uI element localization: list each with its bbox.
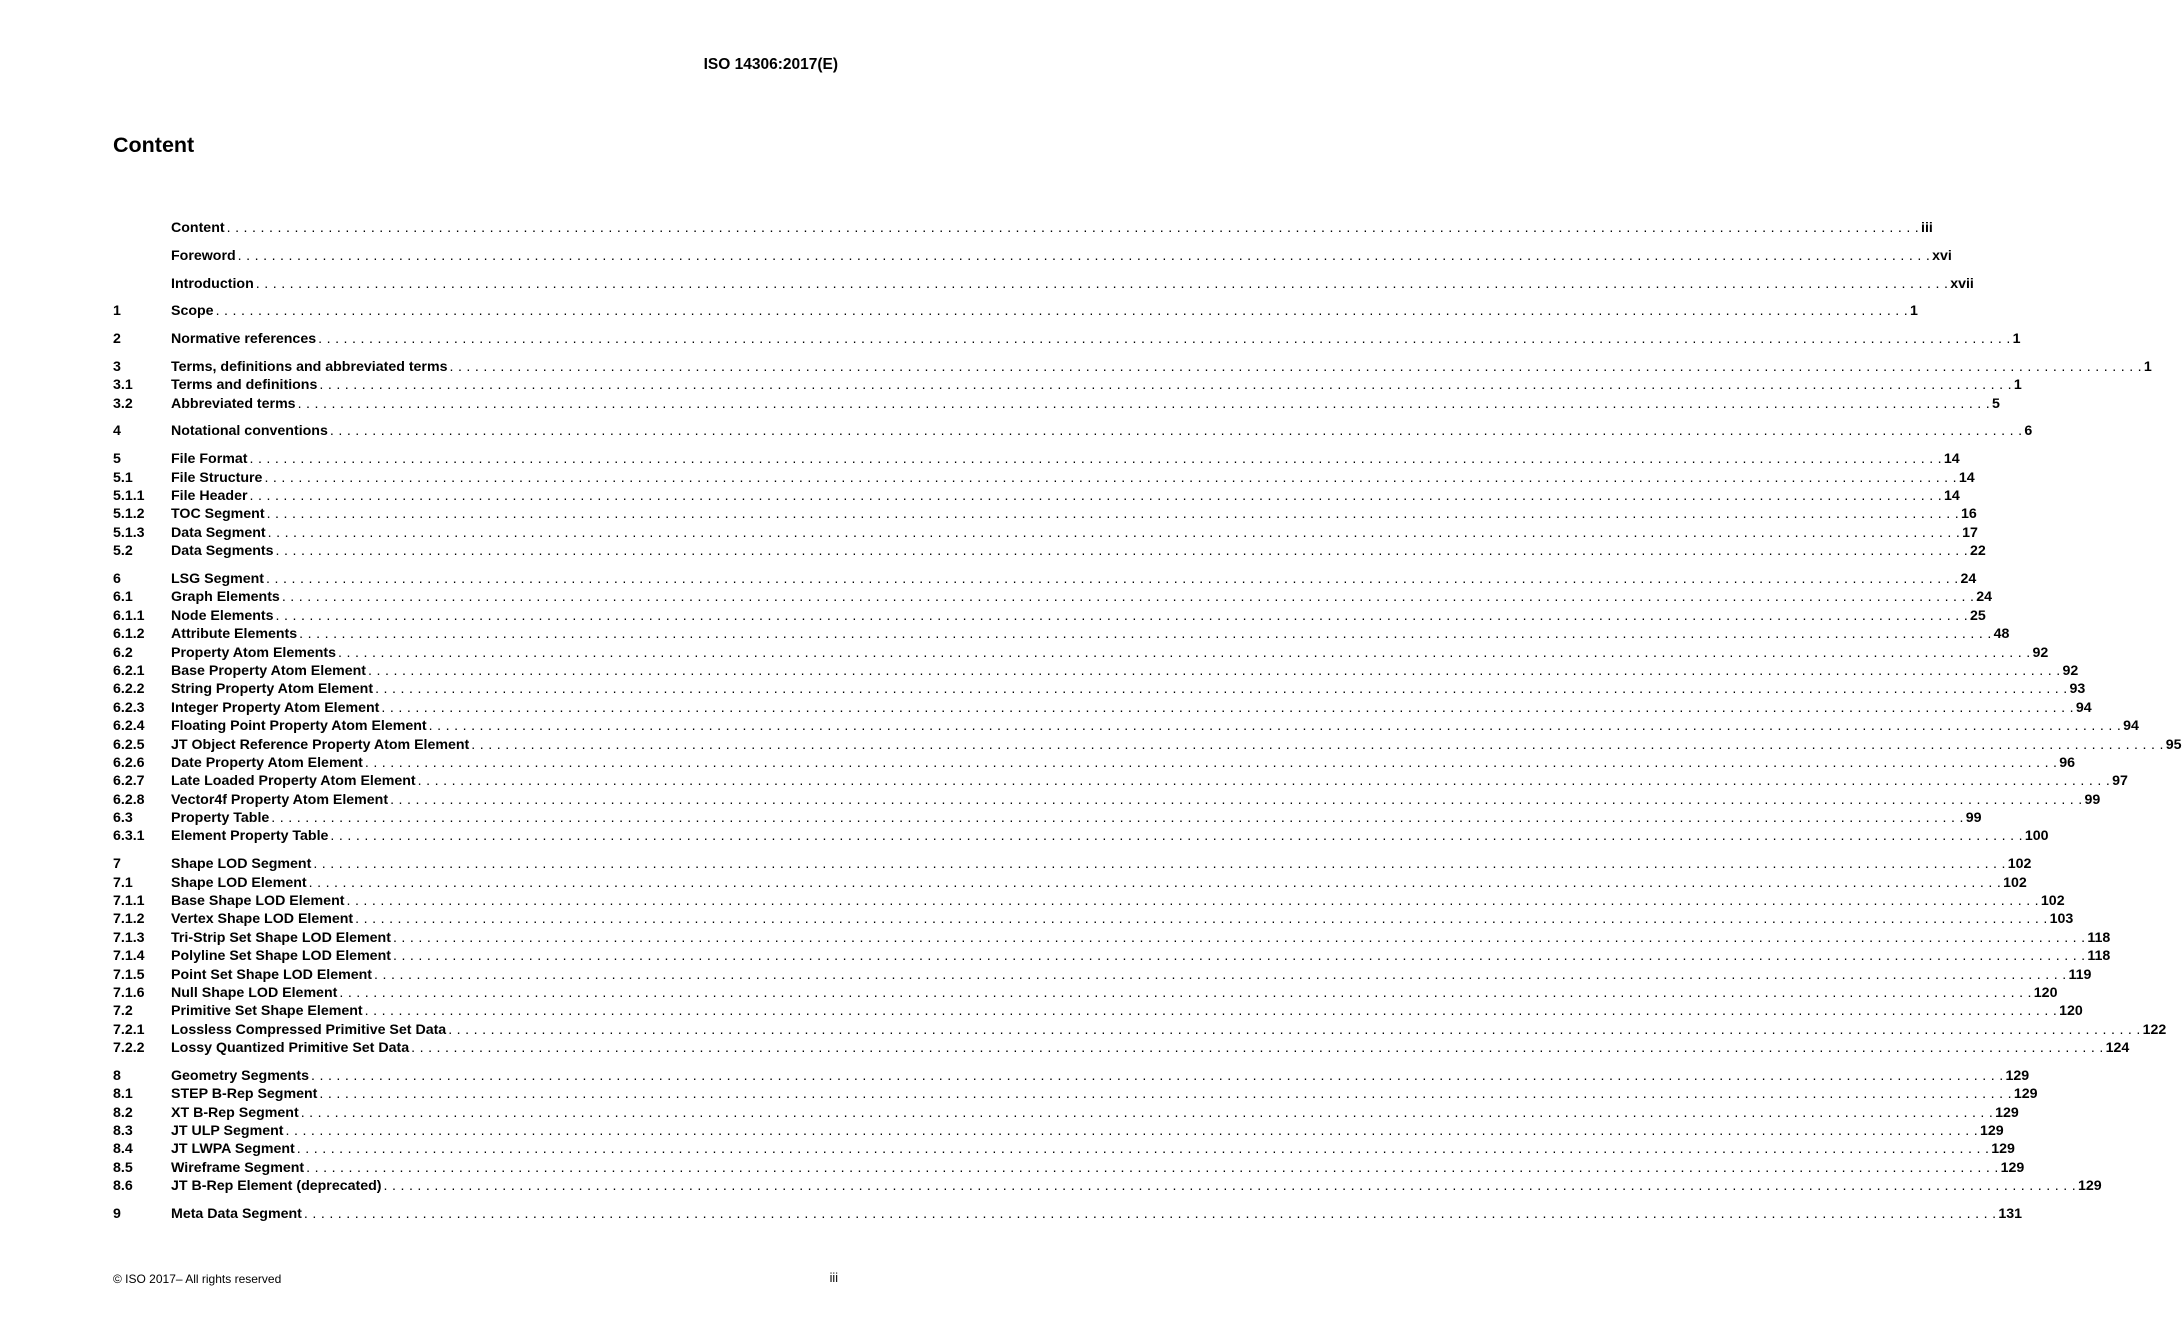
toc-dot-leader: . . . . . . . . . . . . . . . . . . . . . . . . . . . . . . . . . . . . . . . . . . . . . . . . . . . . . . . . . . . . . . . . . . . . . . . . . . . . . . . . . . . . . . . . . . . . . . . . . . . . . . . . . . . . . . . . . . . . . . . . . . . . . . . . . . . . . . . . . . . . . . . . . . . . . . . . . . . . . . . . . . . . . . . . . . . . . . . . . . . . . . . . . . . . . . . . . . . . . . . . — [249, 451, 1942, 468]
toc-entry-title: LSG Segment — [171, 570, 265, 587]
toc-entry-title: Lossy Quantized Primitive Set Data — [171, 1040, 410, 1057]
toc-entry-title: Shape LOD Element — [171, 874, 307, 891]
toc-dot-leader: . . . . . . . . . . . . . . . . . . . . . . . . . . . . . . . . . . . . . . . . . . . . . . . . . . . . . . . . . . . . . . . . . . . . . . . . . . . . . . . . . . . . . . . . . . . . . . . . . . . . . . . . . . . . . . . . . . . . . . . . . . . . . . . . . . . . . . . . . . . . . . . . . . . . . . . . . . . . . . . . . . . . . . . . . . . . . . . . . . . . . . . . . . . . . . . . . . . . . . . . — [237, 247, 1931, 264]
toc-entry[interactable] — [113, 1003, 2083, 1021]
toc-entry[interactable] — [113, 810, 1982, 828]
toc-entry[interactable] — [113, 423, 2033, 441]
toc-entry-title: Primitive Set Shape Element — [171, 1003, 363, 1020]
toc-dot-leader: . . . . . . . . . . . . . . . . . . . . . . . . . . . . . . . . . . . . . . . . . . . . . . . . . . . . . . . . . . . . . . . . . . . . . . . . . . . . . . . . . . . . . . . . . . . . . . . . . . . . . . . . . . . . . . . . . . . . . . . . . . . . . . . . . . . . . . . . . . . . . . . . . . . . . . . . . . . . . . . . . . . . . . . . . . . . . . . . . . . . . . . . . . . . . . . . . . . . . . . . — [411, 1040, 2104, 1057]
toc-entry-title: File Header — [171, 488, 248, 505]
toc-dot-leader: . . . . . . . . . . . . . . . . . . . . . . . . . . . . . . . . . . . . . . . . . . . . . . . . . . . . . . . . . . . . . . . . . . . . . . . . . . . . . . . . . . . . . . . . . . . . . . . . . . . . . . . . . . . . . . . . . . . . . . . . . . . . . . . . . . . . . . . . . . . . . . . . . . . . . . . . . . . . . . . . . . . . . . . . . . . . . . . . . . . . . . . . . . . . . . . . . . . . . . . . — [330, 828, 2023, 845]
toc-entry[interactable] — [113, 570, 1977, 589]
toc-dot-leader: . . . . . . . . . . . . . . . . . . . . . . . . . . . . . . . . . . . . . . . . . . . . . . . . . . . . . . . . . . . . . . . . . . . . . . . . . . . . . . . . . . . . . . . . . . . . . . . . . . . . . . . . . . . . . . . . . . . . . . . . . . . . . . . . . . . . . . . . . . . . . . . . . . . . . . . . . . . . . . . . . . . . . . . . . . . . . . . . . . . . . . . . . . . . . . . . . . . . . . . . — [374, 966, 2067, 983]
toc-dot-leader: . . . . . . . . . . . . . . . . . . . . . . . . . . . . . . . . . . . . . . . . . . . . . . . . . . . . . . . . . . . . . . . . . . . . . . . . . . . . . . . . . . . . . . . . . . . . . . . . . . . . . . . . . . . . . . . . . . . . . . . . . . . . . . . . . . . . . . . . . . . . . . . . . . . . . . . . . . . . . . . . . . . . . . . . . . . . . . . . . . . . . . . . . . . . . . . . . . . . . . . . — [346, 893, 2039, 910]
toc-entry-title: Terms, definitions and abbreviated terms — [171, 358, 448, 375]
toc-entry-page: 129 — [2000, 1159, 2025, 1176]
toc-entry-page: 99 — [1965, 810, 1982, 827]
toc-entry-number: 7.1.3 — [113, 929, 145, 946]
toc-entry-title: Base Property Atom Element — [171, 662, 367, 679]
toc-entry[interactable] — [113, 754, 2076, 773]
toc-entry-number: 7.1.6 — [113, 984, 145, 1001]
toc-dot-leader: . . . . . . . . . . . . . . . . . . . . . . . . . . . . . . . . . . . . . . . . . . . . . . . . . . . . . . . . . . . . . . . . . . . . . . . . . . . . . . . . . . . . . . . . . . . . . . . . . . . . . . . . . . . . . . . . . . . . . . . . . . . . . . . . . . . . . . . . . . . . . . . . . . . . . . . . . . . . . . . . . . . . . . . . . . . . . . . . . . . . . . . . . . . . . . . . . . . . . . . . — [299, 626, 1992, 643]
toc-entry[interactable] — [113, 644, 2049, 663]
toc-dot-leader: . . . . . . . . . . . . . . . . . . . . . . . . . . . . . . . . . . . . . . . . . . . . . . . . . . . . . . . . . . . . . . . . . . . . . . . . . . . . . . . . . . . . . . . . . . . . . . . . . . . . . . . . . . . . . . . . . . . . . . . . . . . . . . . . . . . . . . . . . . . . . . . . . . . . . . . . . . . . . . . . . . . . . . . . . . . . . . . . . . . . . . . . . . . . . . . . . . . . . . . . — [417, 773, 2111, 790]
toc-entry-page: 120 — [2059, 1003, 2083, 1020]
toc-entry-title: JT ULP Segment — [171, 1123, 284, 1140]
toc-entry-number: 8.1 — [113, 1086, 133, 1103]
toc-dot-leader: . . . . . . . . . . . . . . . . . . . . . . . . . . . . . . . . . . . . . . . . . . . . . . . . . . . . . . . . . . . . . . . . . . . . . . . . . . . . . . . . . . . . . . . . . . . . . . . . . . . . . . . . . . . . . . . . . . . . . . . . . . . . . . . . . . . . . . . . . . . . . . . . . . . . . . . . . . . . . . . . . . . . . . . . . . . . . . . . . . . . . . . . . . . . . . . . . . . . . . . . — [364, 1003, 2058, 1020]
toc-entry-title: Element Property Table — [171, 828, 329, 845]
toc-entry-number: 6.2.1 — [113, 662, 145, 679]
toc-dot-leader: . . . . . . . . . . . . . . . . . . . . . . . . . . . . . . . . . . . . . . . . . . . . . . . . . . . . . . . . . . . . . . . . . . . . . . . . . . . . . . . . . . . . . . . . . . . . . . . . . . . . . . . . . . . . . . . . . . . . . . . . . . . . . . . . . . . . . . . . . . . . . . . . . . . . . . . . . . . . . . . . . . . . . . . . . . . . . . . . . . . . . . . . . . . . . . . . . . . . . . . . — [339, 984, 2032, 1001]
toc-entry-page: 14 — [1943, 451, 1960, 468]
toc-entry[interactable] — [113, 626, 2010, 644]
toc-dot-leader: . . . . . . . . . . . . . . . . . . . . . . . . . . . . . . . . . . . . . . . . . . . . . . . . . . . . . . . . . . . . . . . . . . . . . . . . . . . . . . . . . . . . . . . . . . . . . . . . . . . . . . . . . . . . . . . . . . . . . . . . . . . . . . . . . . . . . . . . . . . . . . . . . . . . . . . . . . . . . . . . . . . . . . . . . . . . . . . . . . . . . . . . . . . . . . . . . . . . . . . . — [471, 736, 2164, 753]
toc-entry-title: File Format — [171, 451, 248, 468]
toc-entry-title: Vector4f Property Atom Element — [171, 791, 389, 808]
toc-entry-page: 24 — [1976, 589, 1993, 606]
toc-entry-page: 1 — [2143, 358, 2152, 375]
toc-entry[interactable] — [113, 488, 1960, 506]
toc-entry[interactable] — [113, 469, 1975, 488]
toc-entry[interactable] — [113, 1206, 2022, 1224]
toc-dot-leader: . . . . . . . . . . . . . . . . . . . . . . . . . . . . . . . . . . . . . . . . . . . . . . . . . . . . . . . . . . . . . . . . . . . . . . . . . . . . . . . . . . . . . . . . . . . . . . . . . . . . . . . . . . . . . . . . . . . . . . . . . . . . . . . . . . . . . . . . . . . . . . . . . . . . . . . . . . . . . . . . . . . . . . . . . . . . . . . . . . . . . . . . . . . . . . . . . . . . . . . . — [319, 377, 2012, 394]
toc-entry-page: 131 — [1998, 1206, 2022, 1223]
toc-entry[interactable] — [113, 929, 2111, 948]
toc-entry-number: 6.1.2 — [113, 626, 145, 643]
toc-entry-title: Scope — [171, 303, 214, 320]
toc-entry-number: 6 — [113, 570, 121, 587]
toc-dot-leader: . . . . . . . . . . . . . . . . . . . . . . . . . . . . . . . . . . . . . . . . . . . . . . . . . . . . . . . . . . . . . . . . . . . . . . . . . . . . . . . . . . . . . . . . . . . . . . . . . . . . . . . . . . . . . . . . . . . . . . . . . . . . . . . . . . . . . . . . . . . . . . . . . . . . . . . . . . . . . . . . . . . . . . . . . . . . . . . . . . . . . . . . . . . . . . . . . . . . . . . . — [306, 1159, 1999, 1176]
toc-entry-page: 124 — [2105, 1040, 2130, 1057]
toc-entry-title: Integer Property Atom Element — [171, 699, 380, 716]
toc-entry-page: 96 — [2059, 754, 2076, 771]
toc-entry-title: TOC Segment — [171, 506, 265, 523]
toc-entry-title: JT LWPA Segment — [171, 1141, 295, 1158]
page-number: iii — [829, 1271, 838, 1285]
toc-dot-leader: . . . . . . . . . . . . . . . . . . . . . . . . . . . . . . . . . . . . . . . . . . . . . . . . . . . . . . . . . . . . . . . . . . . . . . . . . . . . . . . . . . . . . . . . . . . . . . . . . . . . . . . . . . . . . . . . . . . . . . . . . . . . . . . . . . . . . . . . . . . . . . . . . . . . . . . . . . . . . . . . . . . . . . . . . . . . . . . . . . . . . . . . . . . . . . . . . . . . . . . . — [338, 644, 2031, 661]
toc-entry-title: Content — [171, 220, 225, 236]
toc-entry[interactable] — [113, 966, 2092, 985]
toc-entry-number: 6.2.3 — [113, 699, 145, 716]
toc-dot-leader: . . . . . . . . . . . . . . . . . . . . . . . . . . . . . . . . . . . . . . . . . . . . . . . . . . . . . . . . . . . . . . . . . . . . . . . . . . . . . . . . . . . . . . . . . . . . . . . . . . . . . . . . . . . . . . . . . . . . . . . . . . . . . . . . . . . . . . . . . . . . . . . . . . . . . . . . . . . . . . . . . . . . . . . . . . . . . . . . . . . . . . . . . . . . . . . . . . . . . . . . — [313, 856, 2006, 873]
toc-dot-leader: . . . . . . . . . . . . . . . . . . . . . . . . . . . . . . . . . . . . . . . . . . . . . . . . . . . . . . . . . . . . . . . . . . . . . . . . . . . . . . . . . . . . . . . . . . . . . . . . . . . . . . . . . . . . . . . . . . . . . . . . . . . . . . . . . . . . . . . . . . . . . . . . . . . . . . . . . . . . . . . . . . . . . . . . . . . . . . . . . . . . . . . . . . . . . . . . . . . . . . . . — [271, 810, 1964, 827]
toc-entry-number: 6.3 — [113, 810, 133, 827]
toc-entry-title: Property Atom Elements — [171, 644, 337, 661]
toc-entry-number: 6.1 — [113, 589, 133, 606]
toc-entry-number: 7.2.2 — [113, 1040, 145, 1057]
toc-dot-leader: . . . . . . . . . . . . . . . . . . . . . . . . . . . . . . . . . . . . . . . . . . . . . . . . . . . . . . . . . . . . . . . . . . . . . . . . . . . . . . . . . . . . . . . . . . . . . . . . . . . . . . . . . . . . . . . . . . . . . . . . . . . . . . . . . . . . . . . . . . . . . . . . . . . . . . . . . . . . . . . . . . . . . . . . . . . . . . . . . . . . . . . . . . . . . . . . . . . . . . . . — [381, 699, 2074, 716]
toc-entry-page: 25 — [1969, 607, 1986, 624]
toc-entry[interactable] — [113, 948, 2111, 966]
toc-entry[interactable] — [113, 1141, 2015, 1159]
toc-entry-page: 129 — [1991, 1141, 2015, 1158]
toc-entry[interactable] — [113, 395, 2000, 414]
toc-dot-leader: . . . . . . . . . . . . . . . . . . . . . . . . . . . . . . . . . . . . . . . . . . . . . . . . . . . . . . . . . . . . . . . . . . . . . . . . . . . . . . . . . . . . . . . . . . . . . . . . . . . . . . . . . . . . . . . . . . . . . . . . . . . . . . . . . . . . . . . . . . . . . . . . . . . . . . . . . . . . . . . . . . . . . . . . . . . . . . . . . . . . . . . . . . . . . . . . . . . . . . . . — [297, 395, 1991, 412]
toc-dot-leader: . . . . . . . . . . . . . . . . . . . . . . . . . . . . . . . . . . . . . . . . . . . . . . . . . . . . . . . . . . . . . . . . . . . . . . . . . . . . . . . . . . . . . . . . . . . . . . . . . . . . . . . . . . . . . . . . . . . . . . . . . . . . . . . . . . . . . . . . . . . . . . . . . . . . . . . . . . . . . . . . . . . . . . . . . . . . . . . . . . . . . . . . . . . . . . . . . . . . . . . . — [390, 791, 2083, 808]
toc-entry[interactable] — [113, 1159, 2025, 1178]
toc-entry[interactable] — [113, 1123, 2004, 1141]
toc-dot-leader: . . . . . . . . . . . . . . . . . . . . . . . . . . . . . . . . . . . . . . . . . . . . . . . . . . . . . . . . . . . . . . . . . . . . . . . . . . . . . . . . . . . . . . . . . . . . . . . . . . . . . . . . . . . . . . . . . . . . . . . . . . . . . . . . . . . . . . . . . . . . . . . . . . . . . . . . . . . . . . . . . . . . . . . . . . . . . . . . . . . . . . . . . . . . . . . . . . . . . . . . — [267, 524, 1961, 541]
toc-dot-leader: . . . . . . . . . . . . . . . . . . . . . . . . . . . . . . . . . . . . . . . . . . . . . . . . . . . . . . . . . . . . . . . . . . . . . . . . . . . . . . . . . . . . . . . . . . . . . . . . . . . . . . . . . . . . . . . . . . . . . . . . . . . . . . . . . . . . . . . . . . . . . . . . . . . . . . . . . . . . . . . . . . . . . . . . . . . . . . . . . . . . . . . . . . . . . . . . . . . . . . . . — [449, 358, 2142, 375]
toc-entry-number: 7.1.1 — [113, 893, 145, 910]
toc-entry-page: 24 — [1960, 570, 1977, 587]
toc-entry-page: 102 — [2040, 893, 2065, 910]
toc-entry-title: Foreword — [171, 247, 236, 264]
toc-dot-leader: . . . . . . . . . . . . . . . . . . . . . . . . . . . . . . . . . . . . . . . . . . . . . . . . . . . . . . . . . . . . . . . . . . . . . . . . . . . . . . . . . . . . . . . . . . . . . . . . . . . . . . . . . . . . . . . . . . . . . . . . . . . . . . . . . . . . . . . . . . . . . . . . . . . . . . . . . . . . . . . . . . . . . . . . . . . . . . . . . . . . . . . . . . . . . . . . . . . . . . . . — [285, 1123, 1978, 1140]
toc-dot-leader: . . . . . . . . . . . . . . . . . . . . . . . . . . . . . . . . . . . . . . . . . . . . . . . . . . . . . . . . . . . . . . . . . . . . . . . . . . . . . . . . . . . . . . . . . . . . . . . . . . . . . . . . . . . . . . . . . . . . . . . . . . . . . . . . . . . . . . . . . . . . . . . . . . . . . . . . . . . . . . . . . . . . . . . . . . . . . . . . . . . . . . . . . . . . . . . . . . . . . . . . — [296, 1141, 1990, 1158]
toc-entry-number: 8 — [113, 1067, 121, 1084]
toc-entry-title: Attribute Elements — [171, 626, 298, 643]
toc-entry[interactable] — [113, 736, 2182, 755]
toc-dot-leader: . . . . . . . . . . . . . . . . . . . . . . . . . . . . . . . . . . . . . . . . . . . . . . . . . . . . . . . . . . . . . . . . . . . . . . . . . . . . . . . . . . . . . . . . . . . . . . . . . . . . . . . . . . . . . . . . . . . . . . . . . . . . . . . . . . . . . . . . . . . . . . . . . . . . . . . . . . . . . . . . . . . . . . . . . . . . . . . . . . . . . . . . . . . . . . . . . . . . . . . . — [266, 570, 1959, 587]
toc-entry-title: Point Set Shape LOD Element — [171, 966, 373, 983]
toc-entry-number: 7.2.1 — [113, 1021, 145, 1038]
copyright-notice: © ISO 2017– All rights reserved — [113, 1272, 282, 1286]
toc-entry[interactable] — [113, 718, 2139, 736]
toc-entry-page: iii — [1921, 220, 1933, 236]
toc-entry-title: Node Elements — [171, 607, 274, 624]
toc-entry-page: 129 — [1979, 1123, 2004, 1140]
toc-dot-leader: . . . . . . . . . . . . . . . . . . . . . . . . . . . . . . . . . . . . . . . . . . . . . . . . . . . . . . . . . . . . . . . . . . . . . . . . . . . . . . . . . . . . . . . . . . . . . . . . . . . . . . . . . . . . . . . . . . . . . . . . . . . . . . . . . . . . . . . . . . . . . . . . . . . . . . . . . . . . . . . . . . . . . . . . . . . . . . . . . . . . . . . . . . . . . . . . . . . . . . . . — [281, 589, 1975, 606]
toc-entry-title: File Structure — [171, 469, 263, 486]
toc-entry[interactable] — [113, 1021, 2167, 1040]
toc-entry[interactable] — [113, 506, 1977, 524]
toc-entry-page: 92 — [2032, 644, 2049, 661]
toc-dot-leader: . . . . . . . . . . . . . . . . . . . . . . . . . . . . . . . . . . . . . . . . . . . . . . . . . . . . . . . . . . . . . . . . . . . . . . . . . . . . . . . . . . . . . . . . . . . . . . . . . . . . . . . . . . . . . . . . . . . . . . . . . . . . . . . . . . . . . . . . . . . . . . . . . . . . . . . . . . . . . . . . . . . . . . . . . . . . . . . . . . . . . . . . . . . . . . . . . . . . . . . . — [375, 681, 2068, 698]
toc-entry-number: 9 — [113, 1206, 121, 1223]
toc-entry-title: Shape LOD Segment — [171, 856, 312, 873]
toc-entry[interactable] — [113, 358, 2152, 377]
toc-entry-title: Graph Elements — [171, 589, 280, 606]
toc-entry-page: 16 — [1961, 506, 1977, 523]
toc-entry[interactable] — [113, 984, 2058, 1003]
toc-entry-number: 6.2 — [113, 644, 133, 661]
toc-entry-page: 103 — [2049, 911, 2074, 928]
toc-entry-number: 6.2.8 — [113, 791, 145, 808]
toc-entry-title: XT B-Rep Segment — [171, 1104, 299, 1121]
toc-entry-number: 6.3.1 — [113, 828, 145, 845]
toc-entry-page: 1 — [2013, 377, 2022, 394]
toc-entry-title: JT B-Rep Element (deprecated) — [171, 1178, 382, 1195]
toc-dot-leader: . . . . . . . . . . . . . . . . . . . . . . . . . . . . . . . . . . . . . . . . . . . . . . . . . . . . . . . . . . . . . . . . . . . . . . . . . . . . . . . . . . . . . . . . . . . . . . . . . . . . . . . . . . . . . . . . . . . . . . . . . . . . . . . . . . . . . . . . . . . . . . . . . . . . . . . . . . . . . . . . . . . . . . . . . . . . . . . . . . . . . . . . . . . . . . . . . . . . . . . . — [392, 948, 2086, 965]
toc-entry-page: 118 — [2087, 948, 2111, 965]
toc-entry[interactable] — [113, 1178, 2102, 1196]
toc-entry-page: 119 — [2068, 966, 2092, 983]
toc-entry-page: 93 — [2069, 681, 2086, 698]
toc-entry-number: 5.1.1 — [113, 488, 145, 505]
toc-entry-title: Terms and definitions — [171, 377, 318, 394]
toc-dot-leader: . . . . . . . . . . . . . . . . . . . . . . . . . . . . . . . . . . . . . . . . . . . . . . . . . . . . . . . . . . . . . . . . . . . . . . . . . . . . . . . . . . . . . . . . . . . . . . . . . . . . . . . . . . . . . . . . . . . . . . . . . . . . . . . . . . . . . . . . . . . . . . . . . . . . . . . . . . . . . . . . . . . . . . . . . . . . . . . . . . . . . . . . . . . . . . . . . . . . . . . . — [300, 1104, 1994, 1121]
toc-entry-title: Null Shape LOD Element — [171, 984, 338, 1001]
toc-dot-leader: . . . . . . . . . . . . . . . . . . . . . . . . . . . . . . . . . . . . . . . . . . . . . . . . . . . . . . . . . . . . . . . . . . . . . . . . . . . . . . . . . . . . . . . . . . . . . . . . . . . . . . . . . . . . . . . . . . . . . . . . . . . . . . . . . . . . . . . . . . . . . . . . . . . . . . . . . . . . . . . . . . . . . . . . . . . . . . . . . . . . . . . . . . . . . . . . . . . . . . . . — [264, 469, 1957, 486]
toc-entry-page: 22 — [1969, 543, 1986, 560]
toc-entry-page: 129 — [1995, 1104, 2019, 1121]
toc-dot-leader: . . . . . . . . . . . . . . . . . . . . . . . . . . . . . . . . . . . . . . . . . . . . . . . . . . . . . . . . . . . . . . . . . . . . . . . . . . . . . . . . . . . . . . . . . . . . . . . . . . . . . . . . . . . . . . . . . . . . . . . . . . . . . . . . . . . . . . . . . . . . . . . . . . . . . . . . . . . . . . . . . . . . . . . . . . . . . . . . . . . . . . . . . . . . . . . . . . . . . . . . — [355, 911, 2048, 928]
toc-dot-leader: . . . . . . . . . . . . . . . . . . . . . . . . . . . . . . . . . . . . . . . . . . . . . . . . . . . . . . . . . . . . . . . . . . . . . . . . . . . . . . . . . . . . . . . . . . . . . . . . . . . . . . . . . . . . . . . . . . . . . . . . . . . . . . . . . . . . . . . . . . . . . . . . . . . . . . . . . . . . . . . . . . . . . . . . . . . . . . . . . . . . . . . . . . . . . . . . . . . . . . . . — [364, 754, 2058, 771]
toc-entry[interactable] — [113, 524, 1978, 543]
toc-entry-title: Floating Point Property Atom Element — [171, 718, 427, 735]
toc-entry-page: 129 — [2077, 1178, 2102, 1195]
toc-entry-number: 6.2.5 — [113, 736, 145, 753]
toc-entry-number: 6.2.7 — [113, 773, 145, 790]
toc-entry-page: 94 — [2075, 699, 2092, 716]
toc-entry[interactable] — [113, 275, 1974, 294]
toc-entry-title: Polyline Set Shape LOD Element — [171, 948, 391, 965]
toc-entry-number: 7 — [113, 856, 121, 873]
toc-dot-leader: . . . . . . . . . . . . . . . . . . . . . . . . . . . . . . . . . . . . . . . . . . . . . . . . . . . . . . . . . . . . . . . . . . . . . . . . . . . . . . . . . . . . . . . . . . . . . . . . . . . . . . . . . . . . . . . . . . . . . . . . . . . . . . . . . . . . . . . . . . . . . . . . . . . . . . . . . . . . . . . . . . . . . . . . . . . . . . . . . . . . . . . . . . . . . . . . . . . . . . . . — [275, 543, 1968, 560]
toc-entry-number: 1 — [113, 303, 121, 320]
toc-entry-page: 92 — [2062, 662, 2079, 679]
toc-entry[interactable] — [113, 543, 1986, 561]
toc-entry-page: 17 — [1962, 524, 1978, 541]
toc-entry-title: STEP B-Rep Segment — [171, 1086, 318, 1103]
toc-entry-page: 14 — [1943, 488, 1960, 505]
toc-entry[interactable] — [113, 589, 1993, 607]
toc-entry-page: 6 — [2024, 423, 2033, 440]
toc-entry[interactable] — [113, 1086, 2038, 1104]
toc-entry-number: 6.2.2 — [113, 681, 145, 698]
toc-entry-page: 97 — [2112, 773, 2128, 790]
toc-entry-title: Meta Data Segment — [171, 1206, 302, 1223]
toc-entry-page: 102 — [2003, 874, 2027, 891]
toc-entry-number: 7.1 — [113, 874, 133, 891]
toc-entry-number: 8.4 — [113, 1141, 133, 1158]
document-identifier: ISO 14306:2017(E) — [703, 56, 838, 73]
table-of-contents — [113, 220, 2182, 1224]
toc-entry-title: Data Segment — [171, 524, 266, 541]
toc-entry[interactable] — [113, 303, 1918, 321]
toc-entry-number: 5.1 — [113, 469, 133, 486]
toc-entry-title: Abbreviated terms — [171, 395, 296, 412]
toc-entry-title: Base Shape LOD Element — [171, 893, 345, 910]
toc-dot-leader: . . . . . . . . . . . . . . . . . . . . . . . . . . . . . . . . . . . . . . . . . . . . . . . . . . . . . . . . . . . . . . . . . . . . . . . . . . . . . . . . . . . . . . . . . . . . . . . . . . . . . . . . . . . . . . . . . . . . . . . . . . . . . . . . . . . . . . . . . . . . . . . . . . . . . . . . . . . . . . . . . . . . . . . . . . . . . . . . . . . . . . . . . . . . . . . . . . . . . . . . — [319, 1086, 2012, 1103]
toc-dot-leader: . . . . . . . . . . . . . . . . . . . . . . . . . . . . . . . . . . . . . . . . . . . . . . . . . . . . . . . . . . . . . . . . . . . . . . . . . . . . . . . . . . . . . . . . . . . . . . . . . . . . . . . . . . . . . . . . . . . . . . . . . . . . . . . . . . . . . . . . . . . . . . . . . . . . . . . . . . . . . . . . . . . . . . . . . . . . . . . . . . . . . . . . . . . . . . . . . . . . . . . . — [329, 423, 2023, 440]
toc-entry[interactable] — [113, 331, 2021, 349]
toc-entry-page: 5 — [1992, 395, 2000, 412]
toc-entry-title: Notational conventions — [171, 423, 328, 440]
toc-dot-leader: . . . . . . . . . . . . . . . . . . . . . . . . . . . . . . . . . . . . . . . . . . . . . . . . . . . . . . . . . . . . . . . . . . . . . . . . . . . . . . . . . . . . . . . . . . . . . . . . . . . . . . . . . . . . . . . . . . . . . . . . . . . . . . . . . . . . . . . . . . . . . . . . . . . . . . . . . . . . . . . . . . . . . . . . . . . . . . . . . . . . . . . . . . . . . . . . . . . . . . . . — [308, 874, 2002, 891]
toc-dot-leader: . . . . . . . . . . . . . . . . . . . . . . . . . . . . . . . . . . . . . . . . . . . . . . . . . . . . . . . . . . . . . . . . . . . . . . . . . . . . . . . . . . . . . . . . . . . . . . . . . . . . . . . . . . . . . . . . . . . . . . . . . . . . . . . . . . . . . . . . . . . . . . . . . . . . . . . . . . . . . . . . . . . . . . . . . . . . . . . . . . . . . . . . . . . . . . . . . . . . . . . . — [226, 220, 1920, 236]
toc-entry-number: 7.1.4 — [113, 948, 145, 965]
toc-entry-page: 129 — [2013, 1086, 2038, 1103]
toc-entry[interactable] — [113, 220, 1933, 238]
toc-entry-number: 8.5 — [113, 1159, 133, 1176]
toc-entry-number: 6.1.1 — [113, 607, 145, 624]
toc-entry[interactable] — [113, 1040, 2130, 1058]
toc-dot-leader: . . . . . . . . . . . . . . . . . . . . . . . . . . . . . . . . . . . . . . . . . . . . . . . . . . . . . . . . . . . . . . . . . . . . . . . . . . . . . . . . . . . . . . . . . . . . . . . . . . . . . . . . . . . . . . . . . . . . . . . . . . . . . . . . . . . . . . . . . . . . . . . . . . . . . . . . . . . . . . . . . . . . . . . . . . . . . . . . . . . . . . . . . . . . . . . . . . . . . . . . — [383, 1178, 2076, 1195]
toc-entry-number: 7.2 — [113, 1003, 133, 1020]
toc-entry-page: 129 — [2005, 1067, 2030, 1084]
toc-entry-page: xvi — [1932, 247, 1952, 264]
toc-entry[interactable] — [113, 247, 1952, 266]
toc-entry-page: 100 — [2024, 828, 2049, 845]
toc-entry-number: 2 — [113, 331, 121, 348]
toc-entry-page: 1 — [2012, 331, 2021, 348]
toc-entry-number: 8.6 — [113, 1178, 133, 1195]
toc-entry-page: 1 — [1910, 303, 1918, 320]
toc-entry-number: 7.1.2 — [113, 911, 145, 928]
toc-dot-leader: . . . . . . . . . . . . . . . . . . . . . . . . . . . . . . . . . . . . . . . . . . . . . . . . . . . . . . . . . . . . . . . . . . . . . . . . . . . . . . . . . . . . . . . . . . . . . . . . . . . . . . . . . . . . . . . . . . . . . . . . . . . . . . . . . . . . . . . . . . . . . . . . . . . . . . . . . . . . . . . . . . . . . . . . . . . . . . . . . . . . . . . . . . . . . . . . . . . . . . . . — [428, 718, 2122, 735]
toc-entry-page: 14 — [1958, 469, 1975, 486]
toc-entry-title: Data Segments — [171, 543, 274, 560]
toc-entry[interactable] — [113, 856, 2032, 874]
toc-dot-leader: . . . . . . . . . . . . . . . . . . . . . . . . . . . . . . . . . . . . . . . . . . . . . . . . . . . . . . . . . . . . . . . . . . . . . . . . . . . . . . . . . . . . . . . . . . . . . . . . . . . . . . . . . . . . . . . . . . . . . . . . . . . . . . . . . . . . . . . . . . . . . . . . . . . . . . . . . . . . . . . . . . . . . . . . . . . . . . . . . . . . . . . . . . . . . . . . . . . . . . . . — [275, 607, 1968, 624]
toc-entry-title: Property Table — [171, 810, 270, 827]
toc-dot-leader: . . . . . . . . . . . . . . . . . . . . . . . . . . . . . . . . . . . . . . . . . . . . . . . . . . . . . . . . . . . . . . . . . . . . . . . . . . . . . . . . . . . . . . . . . . . . . . . . . . . . . . . . . . . . . . . . . . . . . . . . . . . . . . . . . . . . . . . . . . . . . . . . . . . . . . . . . . . . . . . . . . . . . . . . . . . . . . . . . . . . . . . . . . . . . . . . . . . . . . . . — [448, 1021, 2141, 1038]
toc-entry-number: 7.1.5 — [113, 966, 145, 983]
toc-entry[interactable] — [113, 1104, 2019, 1123]
page-title: Content — [113, 133, 195, 157]
toc-dot-leader: . . . . . . . . . . . . . . . . . . . . . . . . . . . . . . . . . . . . . . . . . . . . . . . . . . . . . . . . . . . . . . . . . . . . . . . . . . . . . . . . . . . . . . . . . . . . . . . . . . . . . . . . . . . . . . . . . . . . . . . . . . . . . . . . . . . . . . . . . . . . . . . . . . . . . . . . . . . . . . . . . . . . . . . . . . . . . . . . . . . . . . . . . . . . . . . . . . . . . . . . — [392, 929, 2086, 946]
toc-entry-title: JT Object Reference Property Atom Element — [171, 736, 470, 753]
toc-dot-leader: . . . . . . . . . . . . . . . . . . . . . . . . . . . . . . . . . . . . . . . . . . . . . . . . . . . . . . . . . . . . . . . . . . . . . . . . . . . . . . . . . . . . . . . . . . . . . . . . . . . . . . . . . . . . . . . . . . . . . . . . . . . . . . . . . . . . . . . . . . . . . . . . . . . . . . . . . . . . . . . . . . . . . . . . . . . . . . . . . . . . . . . . . . . . . . . . . . . . . . . . — [310, 1067, 2004, 1084]
toc-entry-number: 3.2 — [113, 395, 133, 412]
toc-entry[interactable] — [113, 828, 2049, 846]
toc-entry-page: 48 — [1993, 626, 2010, 643]
toc-entry[interactable] — [113, 377, 2022, 395]
toc-entry-number: 6.2.6 — [113, 754, 145, 771]
toc-entry-number: 8.3 — [113, 1123, 133, 1140]
toc-entry-page: 99 — [2084, 791, 2101, 808]
toc-entry[interactable] — [113, 681, 2086, 699]
toc-entry-title: Lossless Compressed Primitive Set Data — [171, 1021, 447, 1038]
toc-entry-title: Late Loaded Property Atom Element — [171, 773, 416, 790]
toc-entry[interactable] — [113, 893, 2065, 911]
toc-entry-number: 3.1 — [113, 377, 133, 394]
toc-entry-number: 8.2 — [113, 1104, 133, 1121]
toc-entry-number: 5.1.2 — [113, 506, 145, 523]
toc-entry-page: 120 — [2033, 984, 2058, 1001]
toc-entry-title: Date Property Atom Element — [171, 754, 363, 771]
toc-entry-number: 5.1.3 — [113, 524, 145, 541]
toc-entry-number: 4 — [113, 423, 121, 440]
toc-entry[interactable] — [113, 911, 2074, 929]
toc-entry-number: 5 — [113, 451, 121, 468]
toc-entry-title: Tri-Strip Set Shape LOD Element — [171, 929, 391, 946]
toc-dot-leader: . . . . . . . . . . . . . . . . . . . . . . . . . . . . . . . . . . . . . . . . . . . . . . . . . . . . . . . . . . . . . . . . . . . . . . . . . . . . . . . . . . . . . . . . . . . . . . . . . . . . . . . . . . . . . . . . . . . . . . . . . . . . . . . . . . . . . . . . . . . . . . . . . . . . . . . . . . . . . . . . . . . . . . . . . . . . . . . . . . . . . . . . . . . . . . . . . . . . . . . . — [255, 275, 1949, 292]
toc-entry-title: String Property Atom Element — [171, 681, 374, 698]
toc-dot-leader: . . . . . . . . . . . . . . . . . . . . . . . . . . . . . . . . . . . . . . . . . . . . . . . . . . . . . . . . . . . . . . . . . . . . . . . . . . . . . . . . . . . . . . . . . . . . . . . . . . . . . . . . . . . . . . . . . . . . . . . . . . . . . . . . . . . . . . . . . . . . . . . . . . . . . . . . . . . . . . . . . . . . . . . . . . . . . . . . . . . . . . . . . . . . . . . . . . . . . . . . — [303, 1206, 1997, 1223]
toc-entry[interactable] — [113, 662, 2079, 681]
toc-entry-number: 5.2 — [113, 543, 133, 560]
toc-dot-leader: . . . . . . . . . . . . . . . . . . . . . . . . . . . . . . . . . . . . . . . . . . . . . . . . . . . . . . . . . . . . . . . . . . . . . . . . . . . . . . . . . . . . . . . . . . . . . . . . . . . . . . . . . . . . . . . . . . . . . . . . . . . . . . . . . . . . . . . . . . . . . . . . . . . . . . . . . . . . . . . . . . . . . . . . . . . . . . . . . . . . . . . . . . . . . . . . . . . . . . . . — [266, 506, 1960, 523]
toc-entry-title: Vertex Shape LOD Element — [171, 911, 354, 928]
toc-dot-leader: . . . . . . . . . . . . . . . . . . . . . . . . . . . . . . . . . . . . . . . . . . . . . . . . . . . . . . . . . . . . . . . . . . . . . . . . . . . . . . . . . . . . . . . . . . . . . . . . . . . . . . . . . . . . . . . . . . . . . . . . . . . . . . . . . . . . . . . . . . . . . . . . . . . . . . . . . . . . . . . . . . . . . . . . . . . . . . . . . . . . . . . . . . . . . . . . . . . . . . . . — [249, 488, 1942, 505]
toc-entry-title: Introduction — [171, 275, 254, 292]
toc-dot-leader: . . . . . . . . . . . . . . . . . . . . . . . . . . . . . . . . . . . . . . . . . . . . . . . . . . . . . . . . . . . . . . . . . . . . . . . . . . . . . . . . . . . . . . . . . . . . . . . . . . . . . . . . . . . . . . . . . . . . . . . . . . . . . . . . . . . . . . . . . . . . . . . . . . . . . . . . . . . . . . . . . . . . . . . . . . . . . . . . . . . . . . . . . . . . . . . . . . . . . . . . — [215, 303, 1909, 320]
toc-entry-page: 102 — [2007, 856, 2032, 873]
toc-entry[interactable] — [113, 874, 2027, 893]
toc-entry-page: 94 — [2123, 718, 2139, 735]
toc-entry[interactable] — [113, 1067, 2030, 1086]
toc-entry[interactable] — [113, 791, 2101, 810]
toc-entry-number: 3 — [113, 358, 121, 375]
toc-entry-page: 95 — [2165, 736, 2182, 753]
toc-dot-leader: . . . . . . . . . . . . . . . . . . . . . . . . . . . . . . . . . . . . . . . . . . . . . . . . . . . . . . . . . . . . . . . . . . . . . . . . . . . . . . . . . . . . . . . . . . . . . . . . . . . . . . . . . . . . . . . . . . . . . . . . . . . . . . . . . . . . . . . . . . . . . . . . . . . . . . . . . . . . . . . . . . . . . . . . . . . . . . . . . . . . . . . . . . . . . . . . . . . . . . . . — [318, 331, 2011, 348]
toc-entry-title: Geometry Segments — [171, 1067, 309, 1084]
toc-entry[interactable] — [113, 607, 1986, 626]
toc-dot-leader: . . . . . . . . . . . . . . . . . . . . . . . . . . . . . . . . . . . . . . . . . . . . . . . . . . . . . . . . . . . . . . . . . . . . . . . . . . . . . . . . . . . . . . . . . . . . . . . . . . . . . . . . . . . . . . . . . . . . . . . . . . . . . . . . . . . . . . . . . . . . . . . . . . . . . . . . . . . . . . . . . . . . . . . . . . . . . . . . . . . . . . . . . . . . . . . . . . . . . . . . — [368, 662, 2061, 679]
toc-entry-page: xvii — [1950, 275, 1974, 292]
toc-entry[interactable] — [113, 699, 2092, 718]
toc-entry-page: 122 — [2142, 1021, 2167, 1038]
toc-entry[interactable] — [113, 773, 2128, 791]
toc-entry-page: 118 — [2087, 929, 2111, 946]
toc-entry[interactable] — [113, 451, 1960, 469]
toc-entry-title: Normative references — [171, 331, 317, 348]
toc-entry-number: 6.2.4 — [113, 718, 145, 735]
toc-entry-title: Wireframe Segment — [171, 1159, 305, 1176]
